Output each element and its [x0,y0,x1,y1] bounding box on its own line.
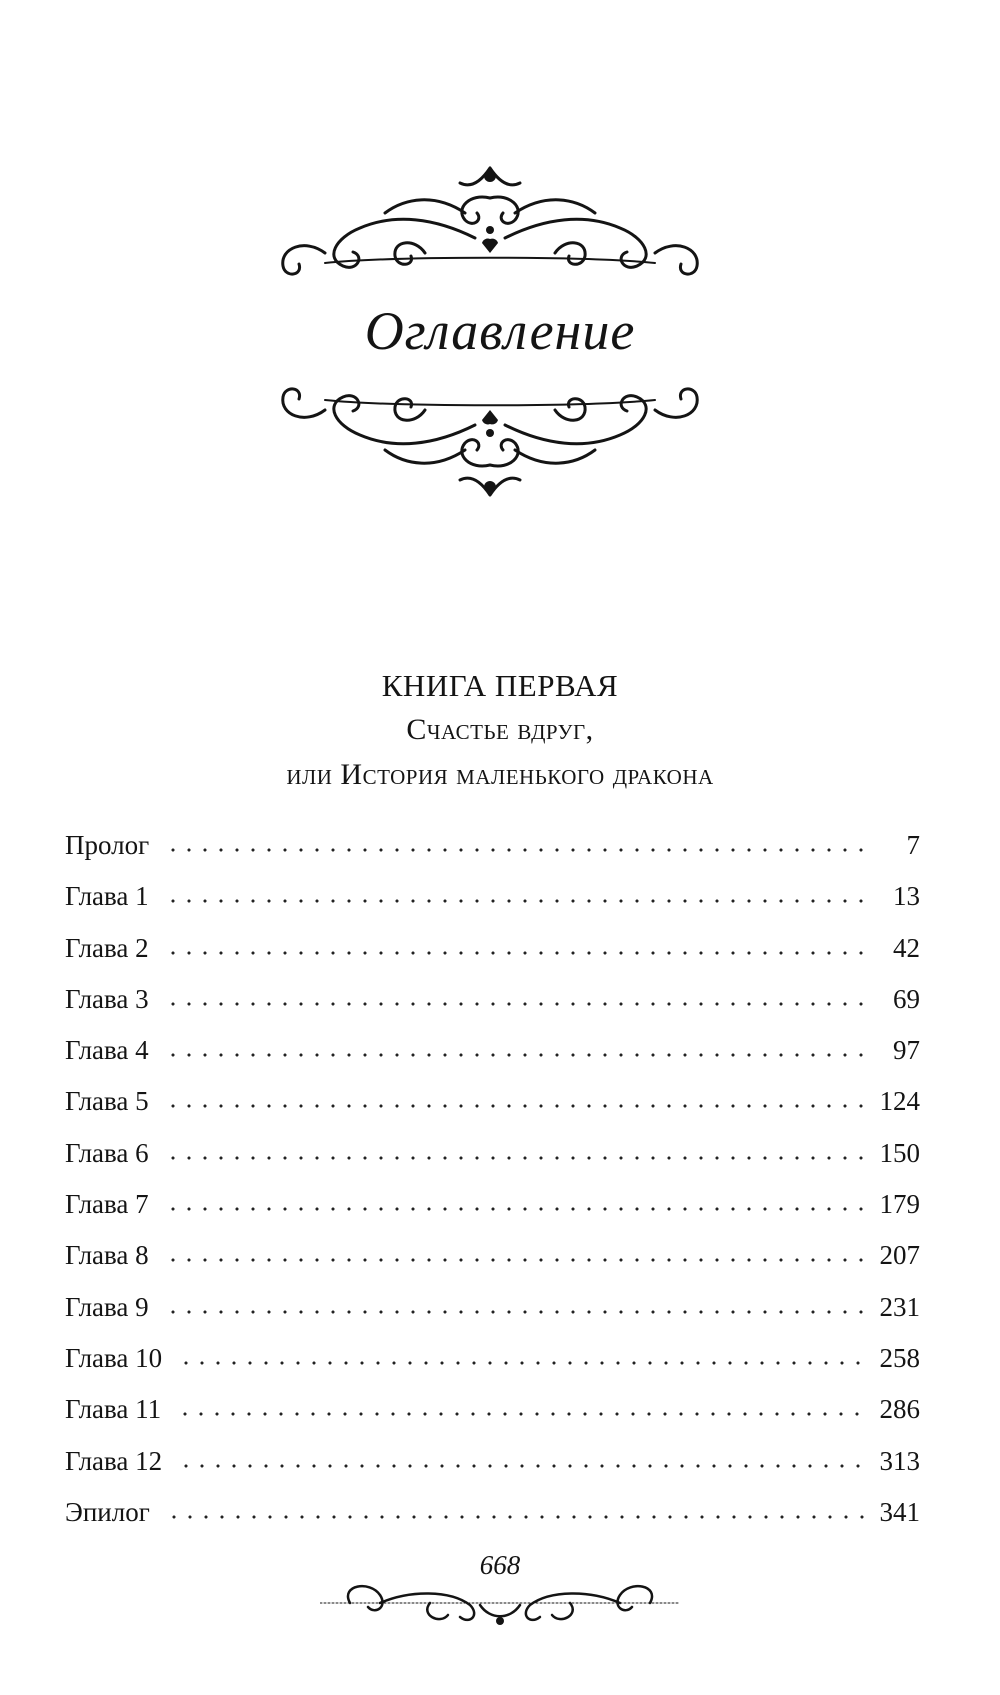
toc-entry-chapter-11[interactable] [65,1394,920,1445]
dot-leader [165,1256,864,1264]
toc-entry-chapter-5[interactable] [65,1086,920,1137]
toc-entry-label: Глава 1 [65,881,149,912]
toc-entry-page: 7 [906,830,920,860]
toc-entry-chapter-1[interactable] [65,881,920,932]
toc-entry-chapter-12[interactable] [65,1446,920,1497]
toc-entry-page: 231 [879,1291,920,1322]
toc-entry-label: Глава 3 [65,983,149,1014]
toc-entry-page: 179 [879,1189,920,1220]
toc-entry-label: Пролог [65,830,150,860]
toc-entry-label: Глава 4 [65,1035,149,1066]
toc-entry-page: 207 [879,1240,920,1271]
toc-entry-chapter-8[interactable] [65,1240,920,1291]
dot-leader [165,1154,864,1162]
toc-entry-chapter-3[interactable] [65,984,920,1035]
footer-ornament [320,1575,680,1635]
page-title: Оглавление [364,301,636,361]
table-of-contents [65,830,920,1548]
toc-entry-page: 341 [879,1496,920,1527]
dot-leader [166,1513,864,1521]
toc-entry-chapter-2[interactable] [65,933,920,984]
dot-leader [165,1102,864,1110]
dot-leader [165,949,864,957]
bottom-ornament [265,375,715,505]
dot-leader [178,1462,863,1470]
toc-entry-page: 13 [893,881,920,912]
toc-entry-label: Глава 6 [65,1137,149,1168]
dot-leader [178,1359,863,1367]
toc-entry-label: Глава 10 [65,1342,163,1373]
toc-entry-chapter-10[interactable] [65,1343,920,1394]
dot-leader [165,1000,864,1008]
book-subtitle-line1: Счастье вдруг, [406,713,594,746]
toc-entry-chapter-4[interactable] [65,1035,920,1086]
toc-entry-label: Глава 5 [65,1086,149,1117]
toc-entry-page: 286 [879,1394,920,1425]
toc-entry-label: Глава 2 [65,932,149,963]
dot-leader [165,1051,864,1059]
toc-entry-label: Глава 8 [65,1240,149,1271]
toc-entry-label: Эпилог [65,1496,150,1527]
dot-leader [177,1410,863,1418]
dot-leader [165,1205,864,1213]
toc-entry-page: 69 [893,983,920,1014]
toc-entry-page: 42 [893,932,920,963]
toc-entry-page: 150 [879,1137,920,1168]
toc-entry-chapter-7[interactable] [65,1189,920,1240]
toc-entry-label: Глава 7 [65,1189,149,1220]
dot-leader [165,897,864,905]
toc-entry-label: Глава 11 [65,1394,162,1425]
toc-entry-page: 124 [879,1086,920,1117]
dot-leader [165,846,864,854]
toc-entry-page: 313 [879,1445,920,1476]
toc-entry-label: Глава 9 [65,1291,149,1322]
toc-entry-chapter-9[interactable] [65,1292,920,1343]
top-ornament [265,158,715,288]
dot-leader [165,1308,864,1316]
page-number: 668 [479,1550,521,1580]
toc-entry-page: 97 [893,1035,920,1066]
toc-entry-chapter-6[interactable] [65,1138,920,1189]
book-label: КНИГА ПЕРВАЯ [381,668,619,703]
toc-entry-prologue[interactable] [65,830,920,881]
toc-entry-label: Глава 12 [65,1445,163,1476]
toc-entry-page: 258 [879,1342,920,1373]
book-subtitle-line2: или История маленького дракона [286,758,714,791]
toc-entry-epilogue[interactable] [65,1497,920,1548]
